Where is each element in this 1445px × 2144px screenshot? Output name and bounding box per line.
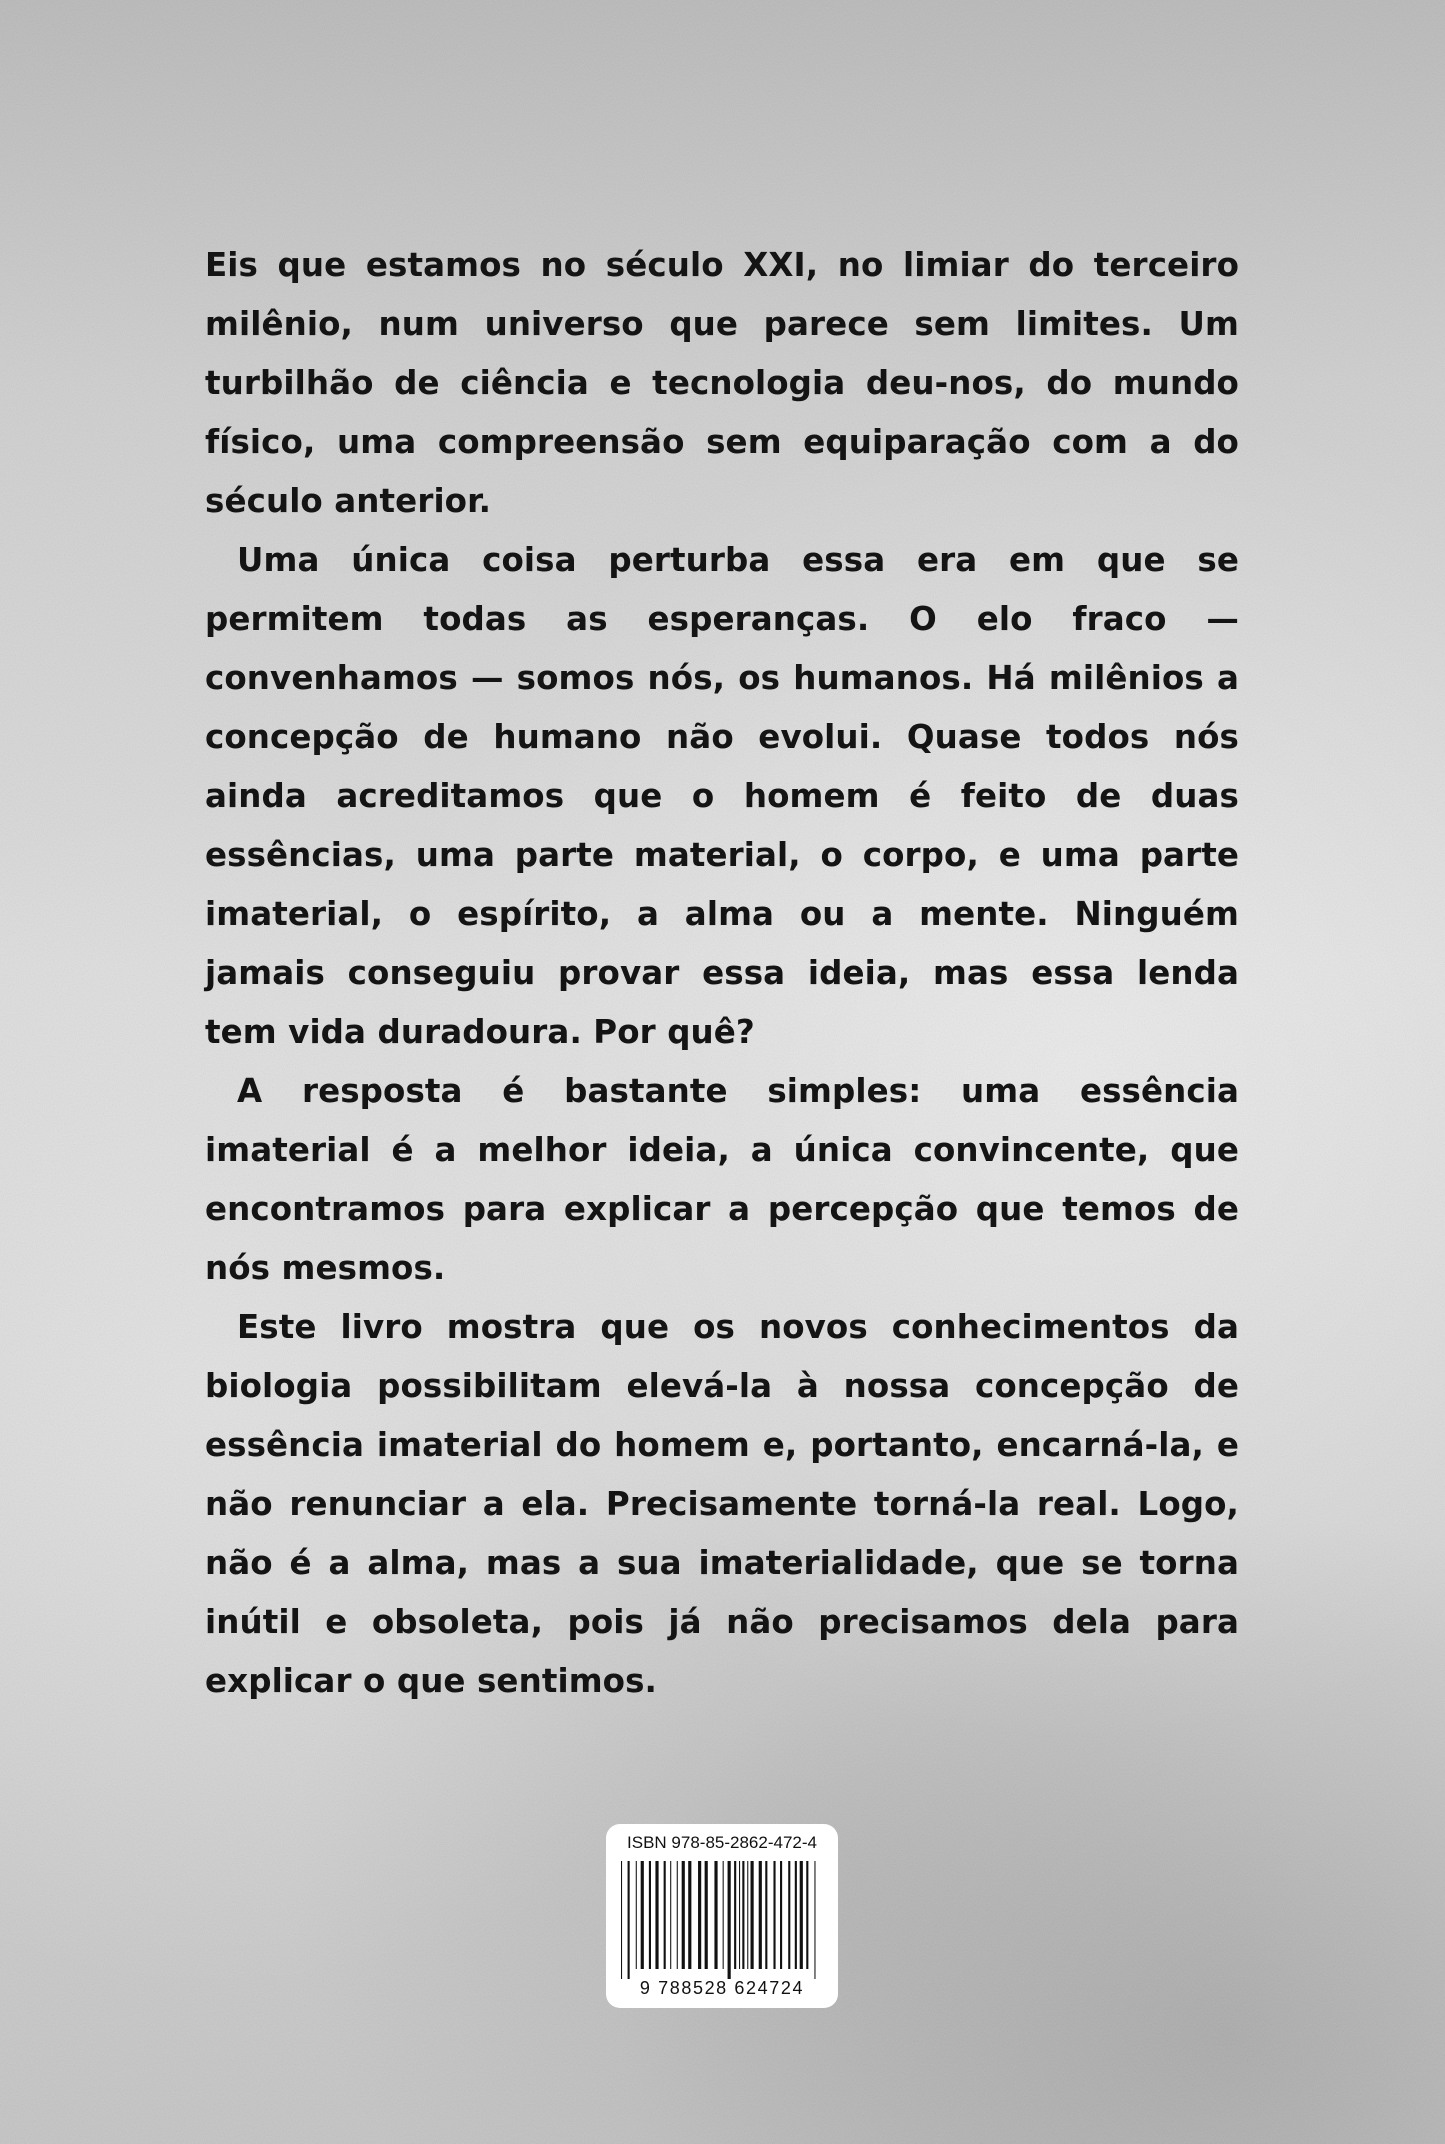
- barcode-bar: [670, 1861, 671, 1969]
- barcode-bar: [698, 1861, 701, 1969]
- barcode-bar: [773, 1861, 775, 1969]
- barcode-bar: [734, 1861, 736, 1969]
- barcode-bar: [649, 1861, 651, 1969]
- barcode-bar: [814, 1861, 815, 1979]
- barcode-bar: [641, 1861, 644, 1969]
- barcode-bar: [728, 1861, 731, 1979]
- barcode-bar: [636, 1861, 637, 1969]
- barcode-bar: [682, 1861, 685, 1969]
- barcode-bar: [780, 1861, 782, 1969]
- barcode-bar: [759, 1861, 762, 1969]
- paragraph-4: Este livro mostra que os novos conhecimentos da biologia possibilitam elevá-la à nossa concepção de essência imaterial do homem e, portanto, encarná-la, e não renunciar a ela. Precisamente torná-la real. Logo, não é a alma, mas a sua imaterialidade, que se torna inútil e obsoleta, pois já não precisamos dela para explicar o que sentimos.: [205, 1308, 1239, 1700]
- barcode-bar: [723, 1861, 724, 1969]
- back-cover-text: [205, 236, 1239, 1711]
- paragraph-3: A resposta é bastante simples: uma essência imaterial é a melhor ideia, a única convincente, que encontramos para explicar a percepção que temos de nós mesmos.: [205, 1072, 1239, 1287]
- barcode-box: [606, 1824, 838, 2008]
- barcode-bar: [788, 1861, 790, 1969]
- barcode-bar: [705, 1861, 708, 1969]
- barcode-bar: [628, 1861, 630, 1979]
- barcode-bar: [621, 1861, 622, 1979]
- barcode-bar: [688, 1861, 691, 1969]
- paragraph-1: Eis que estamos no século XXI, no limiar do terceiro milênio, num universo que parece sem limites. Um turbilhão de ciência e tecnologia deu-nos, do mundo físico, uma compreensão sem equiparação com a do século anterior.: [205, 246, 1239, 520]
- barcode-bar: [677, 1861, 678, 1969]
- isbn-label: ISBN 978-85-2862-472-4: [627, 1833, 817, 1852]
- paragraph-2: Uma única coisa perturba essa era em que se permitem todas as esperanças. O elo fraco — convenhamos — somos nós, os humanos. Há milênios a concepção de humano não evolui. Quase todos nós ainda acreditamos que o homem é feito de duas essências, uma parte material, o corpo, e uma parte imaterial, o espírito, a alma ou a mente. Ninguém jamais conseguiu provar essa ideia, mas essa lenda tem vida duradoura. Por quê?: [205, 541, 1239, 1051]
- barcode-bar: [795, 1861, 797, 1969]
- barcode-bar: [655, 1861, 658, 1969]
- barcode-bar: [714, 1861, 717, 1969]
- barcode-bar: [751, 1861, 754, 1969]
- barcode-bar: [800, 1861, 803, 1969]
- barcode-bar: [742, 1861, 744, 1969]
- barcode-bar: [739, 1861, 740, 1969]
- barcode-icon: [619, 1861, 825, 1979]
- barcode-bar: [747, 1861, 748, 1969]
- barcode-bar: [765, 1861, 767, 1969]
- barcode-bar: [806, 1861, 808, 1969]
- barcode-digits: 9 788528 624724: [639, 1978, 805, 1998]
- barcode-bar: [664, 1861, 666, 1969]
